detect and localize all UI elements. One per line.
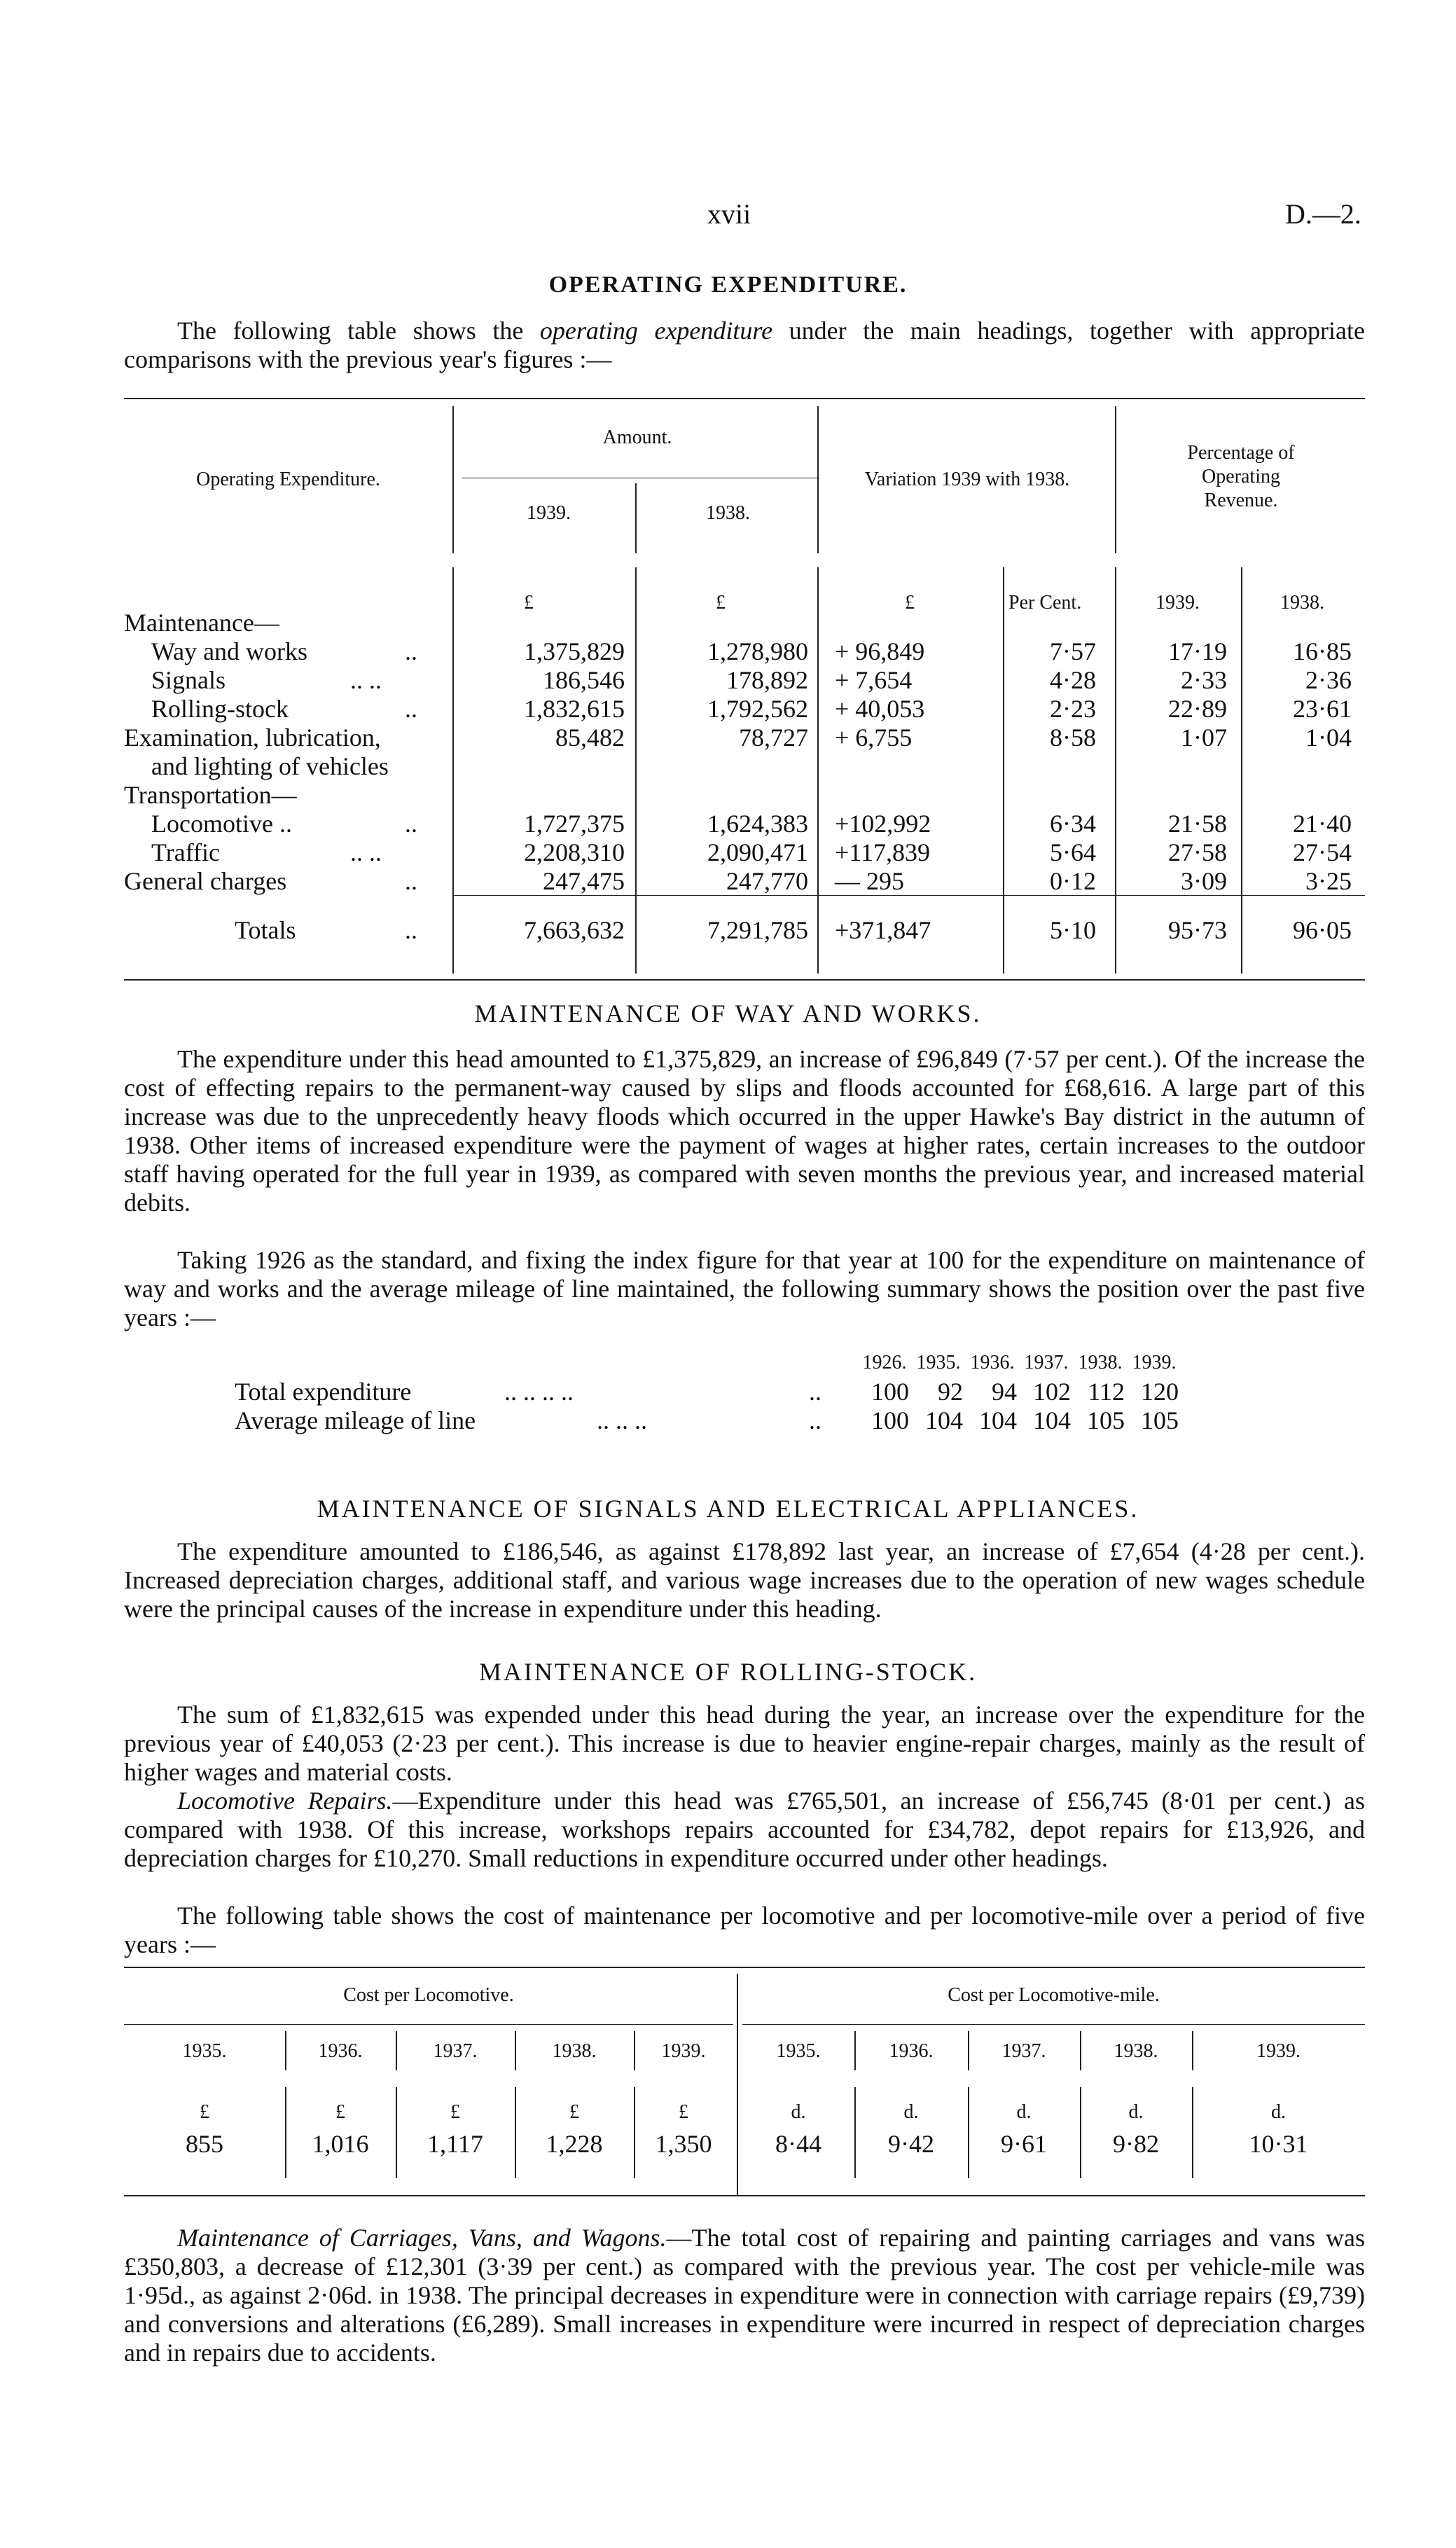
totals-p1939: 95·73 (1168, 916, 1227, 944)
cell-variation-percent: 8·58 (1050, 723, 1096, 752)
cell-amount-1938: 1,792,562 (707, 695, 808, 723)
carriages-paragraph: Maintenance of Carriages, Vans, and Wagons.—The total cost of repairing and painting carriages and vans was £350,803, a decrease of £12,301 (3·39 per cent.) as compared with the previous year. The cost per vehicle-mile was 1·95d., as against 2·06d. in 1938. The principal decreases in expenditure were in connection with carriage repairs (£9,739) and conversions and alterations (£6,289). Small increases in expenditure were incurred in respect of depreciation charges and in repairs due to accidents. (124, 2224, 1366, 2367)
cell-variation: + 96,849 (835, 637, 925, 665)
cell-variation-percent: 7·57 (1050, 637, 1096, 665)
totals-1939: 7,663,632 (524, 916, 625, 944)
cell-variation: — 295 (835, 867, 904, 895)
cell-percentage-1938: 16·85 (1293, 637, 1352, 665)
cell-amount-1938: 247,770 (726, 867, 808, 895)
row-label: Examination, lubrication, (124, 723, 381, 752)
rolling-paragraph-3: The following table shows the cost of maintenance per locomotive and per locomotive-mile over a period of five years :— (124, 1902, 1365, 1958)
cost-group-per-locomotive-mile: Cost per Locomotive-mile. (948, 1984, 1160, 2006)
index-year: 1926. (862, 1352, 907, 1373)
index-value: 120 (1141, 1378, 1179, 1406)
page-title: OPERATING EXPENDITURE. (548, 272, 908, 298)
cell-amount-1939: 1,375,829 (524, 637, 625, 665)
cost-per-locomotive-mile-value: 10·31 (1249, 2130, 1308, 2158)
cell-percentage-1939: 27·58 (1168, 838, 1227, 866)
index-row-leader-dots: .. .. .. (597, 1406, 647, 1434)
cost-per-locomotive-unit: £ (450, 2101, 460, 2123)
cell-amount-1939: 85,482 (555, 723, 625, 752)
index-value: 100 (871, 1406, 909, 1434)
col-header-amount: Amount. (602, 427, 672, 448)
index-year: 1939. (1132, 1352, 1177, 1373)
index-year: 1935. (916, 1352, 961, 1373)
index-row-label: Total expenditure (235, 1378, 412, 1406)
cost-per-locomotive-mile-year: 1937. (1001, 2040, 1046, 2062)
index-value: 104 (925, 1406, 963, 1434)
cost-per-locomotive-year: 1939. (661, 2040, 706, 2062)
cell-percentage-1939: 2·33 (1181, 666, 1227, 694)
cost-per-locomotive-year: 1937. (433, 2040, 478, 2062)
col-header-variation: Variation 1939 with 1938. (864, 469, 1070, 490)
index-value: 104 (1033, 1406, 1071, 1434)
index-value: 105 (1141, 1406, 1179, 1434)
row-label: Locomotive .. (151, 810, 292, 838)
row-label: Rolling-stock (151, 695, 289, 723)
section-heading-signals: MAINTENANCE OF SIGNALS AND ELECTRICAL APPLIANCES. (317, 1495, 1139, 1523)
cost-per-locomotive-mile-unit: d. (1271, 2101, 1286, 2123)
rolling-paragraph-1: The sum of £1,832,615 was expended under this head during the year, an increase over the expenditure for the previous year of £40,053 (2·23 per cent.). This increase is due to heavier engine-repair charges, mainly as the result of higher wages and material costs. (124, 1701, 1365, 1786)
cost-per-locomotive-mile-value: 9·61 (1001, 2130, 1047, 2158)
cell-percentage-1939: 22·89 (1168, 695, 1227, 723)
index-value: 94 (992, 1378, 1017, 1406)
col-header-1939: 1939. (527, 502, 571, 524)
cell-variation-percent: 6·34 (1050, 810, 1096, 838)
cell-percentage-1938: 2·36 (1305, 666, 1352, 694)
way-works-paragraph-2: Taking 1926 as the standard, and fixing the index figure for that year at 100 for the expenditure on maintenance of way and works and the average mileage of line maintained, the following summary shows the position over the past five years :— (124, 1246, 1365, 1331)
way-works-paragraph-1: The expenditure under this head amounted to £1,375,829, an increase of £96,849 (7·57 per cent.). Of the increase the cost of effecting repairs to the permanent-way caused by slips and floods accounted for £68,616. A large part of this increase was due to the unprecedently heavy floods which occurred in the upper Hawke's Bay district in the autumn of 1938. Other items of increased expenditure were the payment of wages at higher rates, certain increases to the outdoor staff having operated for the full year in 1939, as compared with seven months the previous year, and increased material debits. (124, 1045, 1365, 1217)
cost-per-locomotive-unit: £ (200, 2101, 209, 2123)
index-value: 100 (871, 1378, 909, 1406)
cell-percentage-1939: 1·07 (1181, 723, 1227, 752)
totals-variation: +371,847 (835, 916, 931, 944)
intro-paragraph: The following table shows the operating expenditure under the main headings, together with appropriate comparisons with the previous year's figures :— (124, 317, 1365, 373)
cost-table-bottom-rule (124, 2195, 1365, 2196)
cell-percentage-1939: 17·19 (1168, 637, 1227, 665)
intro-emphasis: operating expenditure (539, 317, 773, 345)
cell-amount-1939: 247,475 (543, 867, 625, 895)
row-label: General charges (124, 867, 287, 895)
totals-p1938: 96·05 (1293, 916, 1352, 944)
row-label: Transportation— (124, 781, 297, 809)
carriages-lead: Maintenance of Carriages, Vans, and Wagons. (177, 2224, 667, 2252)
cost-per-locomotive-mile-unit: d. (903, 2101, 919, 2123)
cell-variation-percent: 2·23 (1050, 695, 1096, 723)
cost-per-locomotive-value: 1,228 (546, 2130, 603, 2158)
cell-amount-1938: 2,090,471 (707, 838, 808, 866)
row-label: Maintenance— (124, 609, 279, 637)
cost-per-locomotive-value: 1,117 (427, 2130, 483, 2158)
cost-per-locomotive-mile-year: 1935. (776, 2040, 821, 2062)
page-number: xvii (707, 198, 751, 230)
cell-amount-1938: 78,727 (739, 723, 808, 752)
cell-amount-1939: 1,727,375 (524, 810, 625, 838)
unit-c: £ (905, 592, 915, 614)
row-leader-dots: .. (405, 637, 417, 665)
index-year: 1936. (970, 1352, 1015, 1373)
cost-per-locomotive-mile-value: 8·44 (775, 2130, 821, 2158)
section-heading-rolling-stock: MAINTENANCE OF ROLLING-STOCK. (478, 1658, 978, 1686)
cell-percentage-1939: 21·58 (1168, 810, 1227, 838)
unit-e: 1939. (1156, 592, 1200, 614)
row-leader-dots: .. (405, 867, 417, 895)
cost-per-locomotive-year: 1936. (318, 2040, 363, 2062)
unit-b: £ (716, 592, 726, 614)
cell-amount-1938: 1,624,383 (707, 810, 808, 838)
cell-amount-1939: 1,832,615 (524, 695, 625, 723)
row-leader-dots: .. .. (350, 666, 382, 694)
cell-variation-percent: 5·64 (1050, 838, 1096, 866)
cell-variation-percent: 4·28 (1050, 666, 1096, 694)
cost-per-locomotive-year: 1935. (182, 2040, 227, 2062)
totals-percent: 5·10 (1050, 916, 1096, 944)
cost-per-locomotive-mile-value: 9·82 (1113, 2130, 1159, 2158)
cost-per-locomotive-mile-unit: d. (1128, 2101, 1144, 2123)
cell-variation: + 6,755 (835, 723, 913, 752)
cell-percentage-1938: 1·04 (1305, 723, 1352, 752)
table-top-rule (124, 398, 1365, 399)
cell-amount-1939: 2,208,310 (524, 838, 625, 866)
unit-d: Per Cent. (1008, 592, 1082, 614)
unit-f: 1938. (1280, 592, 1324, 614)
index-year: 1938. (1078, 1352, 1123, 1373)
cell-variation: +102,992 (835, 810, 931, 838)
row-leader-dots: .. (405, 810, 417, 838)
totals-1938: 7,291,785 (707, 916, 808, 944)
cost-per-locomotive-unit: £ (679, 2101, 688, 2123)
cell-percentage-1938: 3·25 (1305, 867, 1352, 895)
col-header-1938: 1938. (706, 502, 750, 524)
cost-per-locomotive-unit: £ (569, 2101, 579, 2123)
cost-per-locomotive-mile-value: 9·42 (888, 2130, 934, 2158)
cell-amount-1939: 186,546 (543, 666, 625, 694)
col-header-percentage: Percentage of Operating Revenue. (1187, 442, 1295, 511)
row-label: Traffic (151, 838, 220, 866)
section-heading-way-works: MAINTENANCE OF WAY AND WORKS. (474, 999, 982, 1027)
cell-variation-percent: 0·12 (1050, 867, 1096, 895)
cell-variation: + 7,654 (835, 666, 913, 694)
locomotive-repairs-lead: Locomotive Repairs. (177, 1787, 393, 1815)
row-leader-dots: .. (405, 695, 417, 723)
cost-per-locomotive-value: 855 (186, 2130, 223, 2158)
cell-percentage-1938: 27·54 (1293, 838, 1352, 866)
cost-per-locomotive-year: 1938. (552, 2040, 597, 2062)
signals-paragraph: The expenditure amounted to £186,546, as against £178,892 last year, an increase of £7,654 (4·28 per cent.). Increased depreciation charges, additional staff, and various wage increases due to the operation of new wages schedule were the principal causes of the increase in expenditure under this heading. (124, 1537, 1365, 1623)
cell-percentage-1938: 21·40 (1293, 810, 1352, 838)
cell-amount-1938: 1,278,980 (707, 637, 808, 665)
cost-per-locomotive-mile-year: 1938. (1114, 2040, 1158, 2062)
index-value: 102 (1033, 1378, 1071, 1406)
cell-percentage-1939: 3·09 (1181, 867, 1227, 895)
rolling-paragraph-2: Locomotive Repairs.—Expenditure under this head was £765,501, an increase of £56,745 (8·01 per cent.) as compared with 1938. Of this increase, workshops repairs accounted for £34,782, depot repairs for £13,926, and depreciation charges for £10,270. Small reductions in expenditure occurred under other headings. (124, 1787, 1365, 1872)
index-row-leader-dots: .. .. .. .. (504, 1378, 574, 1406)
row-label: Signals (151, 666, 226, 694)
col-header-label: Operating Expenditure. (196, 469, 380, 490)
totals-label: Totals (235, 916, 296, 944)
index-value: 104 (979, 1406, 1017, 1434)
cell-variation: +117,839 (835, 838, 930, 866)
cost-group-per-locomotive: Cost per Locomotive. (343, 1984, 514, 2006)
index-value: 105 (1087, 1406, 1125, 1434)
row-label: Way and works (151, 637, 308, 665)
row-leader-dots: .. .. (350, 838, 382, 866)
cell-percentage-1938: 23·61 (1293, 695, 1352, 723)
page-code: D.—2. (1285, 198, 1361, 230)
unit-a: £ (524, 592, 534, 614)
index-value: 112 (1088, 1378, 1125, 1406)
index-value: 92 (938, 1378, 963, 1406)
cost-per-locomotive-mile-unit: d. (1016, 2101, 1032, 2123)
table-bottom-rule (124, 979, 1365, 981)
index-row-label: Average mileage of line (235, 1406, 476, 1434)
index-year: 1937. (1024, 1352, 1069, 1373)
cost-per-locomotive-mile-year: 1939. (1256, 2040, 1301, 2062)
cost-table-top-rule (124, 1967, 1365, 1968)
row-label: and lighting of vehicles (151, 752, 389, 780)
cost-per-locomotive-unit: £ (335, 2101, 345, 2123)
cell-amount-1938: 178,892 (726, 666, 808, 694)
index-row-leader-dots: .. (809, 1406, 821, 1434)
cost-per-locomotive-mile-unit: d. (791, 2101, 806, 2123)
index-row-leader-dots: .. (809, 1378, 821, 1406)
cell-variation: + 40,053 (835, 695, 925, 723)
cost-per-locomotive-value: 1,350 (655, 2130, 712, 2158)
cost-per-locomotive-value: 1,016 (312, 2130, 369, 2158)
cost-per-locomotive-mile-year: 1936. (889, 2040, 934, 2062)
